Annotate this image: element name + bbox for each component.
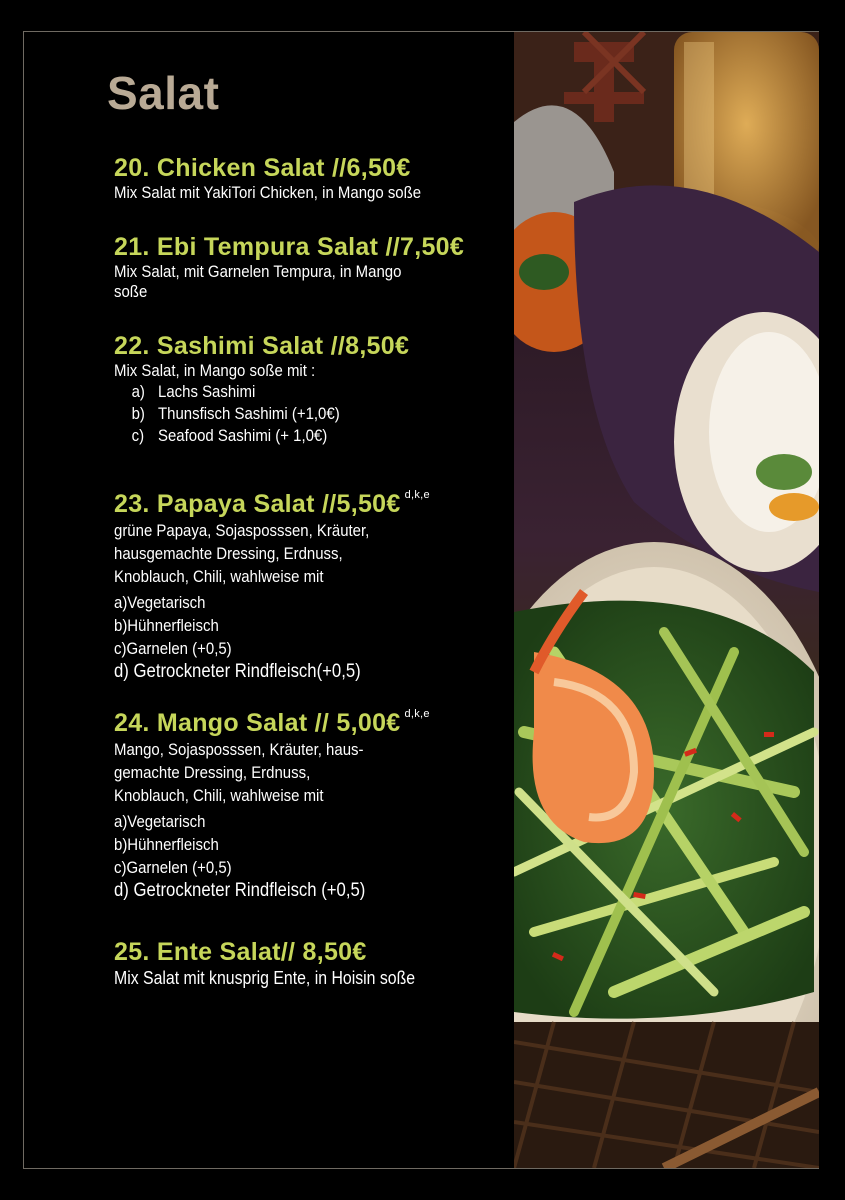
option-item: c) Seafood Sashimi (+ 1,0€) bbox=[131, 426, 328, 445]
option-item: b)Hühnerfleisch bbox=[114, 835, 219, 854]
option-item: a) Lachs Sashimi bbox=[131, 382, 256, 401]
food-photo-illustration bbox=[514, 32, 819, 1168]
item-name: 21. Ebi Tempura Salat //7,50€ bbox=[114, 233, 465, 261]
item-name: 22. Sashimi Salat //8,50€ bbox=[114, 332, 410, 360]
item-name: 20. Chicken Salat //6,50€ bbox=[114, 154, 411, 182]
item-description: Mango, Sojasposssen, Kräuter, haus- bbox=[114, 740, 364, 759]
item-description: grüne Papaya, Sojasposssen, Kräuter, bbox=[114, 521, 370, 540]
option-item: c)Garnelen (+0,5) bbox=[114, 639, 232, 658]
menu-item-mango-salat bbox=[114, 709, 430, 902]
item-description: Mix Salat, in Mango soße mit : bbox=[114, 361, 316, 380]
option-item: a)Vegetarisch bbox=[114, 812, 206, 831]
item-description: Mix Salat, mit Garnelen Tempura, in Mango bbox=[114, 262, 402, 281]
option-item: d) Getrockneter Rindfleisch(+0,5) bbox=[114, 661, 361, 682]
item-name: 25. Ente Salat// 8,50€ bbox=[114, 938, 367, 966]
item-name: 23. Papaya Salat //5,50€ $^{d,k,e}$ bbox=[114, 489, 430, 518]
option-item: b)Hühnerfleisch bbox=[114, 616, 219, 635]
menu-item-sashimi-salat bbox=[114, 332, 409, 447]
option-item: d) Getrockneter Rindfleisch (+0,5) bbox=[114, 880, 366, 901]
allergen-codes: d,k,e bbox=[404, 708, 430, 720]
item-description: hausgemachte Dressing, Erdnuss, bbox=[114, 544, 343, 563]
section-title: Salat bbox=[107, 67, 220, 119]
item-description: Knoblauch, Chili, wahlweise mit bbox=[114, 567, 324, 586]
option-item: b) Thunsfisch Sashimi (+1,0€) bbox=[131, 404, 340, 423]
menu-item-ebi-tempura-salat bbox=[114, 233, 464, 302]
allergen-codes: d,k,e bbox=[404, 489, 430, 501]
item-description: Knoblauch, Chili, wahlweise mit bbox=[114, 786, 324, 805]
option-item: a)Vegetarisch bbox=[114, 593, 206, 612]
food-photo bbox=[514, 32, 819, 1168]
menu-item-ente-salat bbox=[114, 938, 456, 989]
menu-item-papaya-salat bbox=[114, 490, 430, 683]
item-description: Mix Salat mit YakiTori Chicken, in Mango soße bbox=[114, 183, 422, 202]
option-item: c)Garnelen (+0,5) bbox=[114, 858, 232, 877]
item-description: gemachte Dressing, Erdnuss, bbox=[114, 763, 311, 782]
item-name: 24. Mango Salat // 5,00€ $^{d,k,e}$ bbox=[114, 708, 430, 737]
item-description: soße bbox=[114, 282, 148, 301]
item-description: Mix Salat mit knusprig Ente, in Hoisin soße bbox=[114, 968, 416, 988]
menu-item-chicken-salat bbox=[114, 154, 463, 203]
